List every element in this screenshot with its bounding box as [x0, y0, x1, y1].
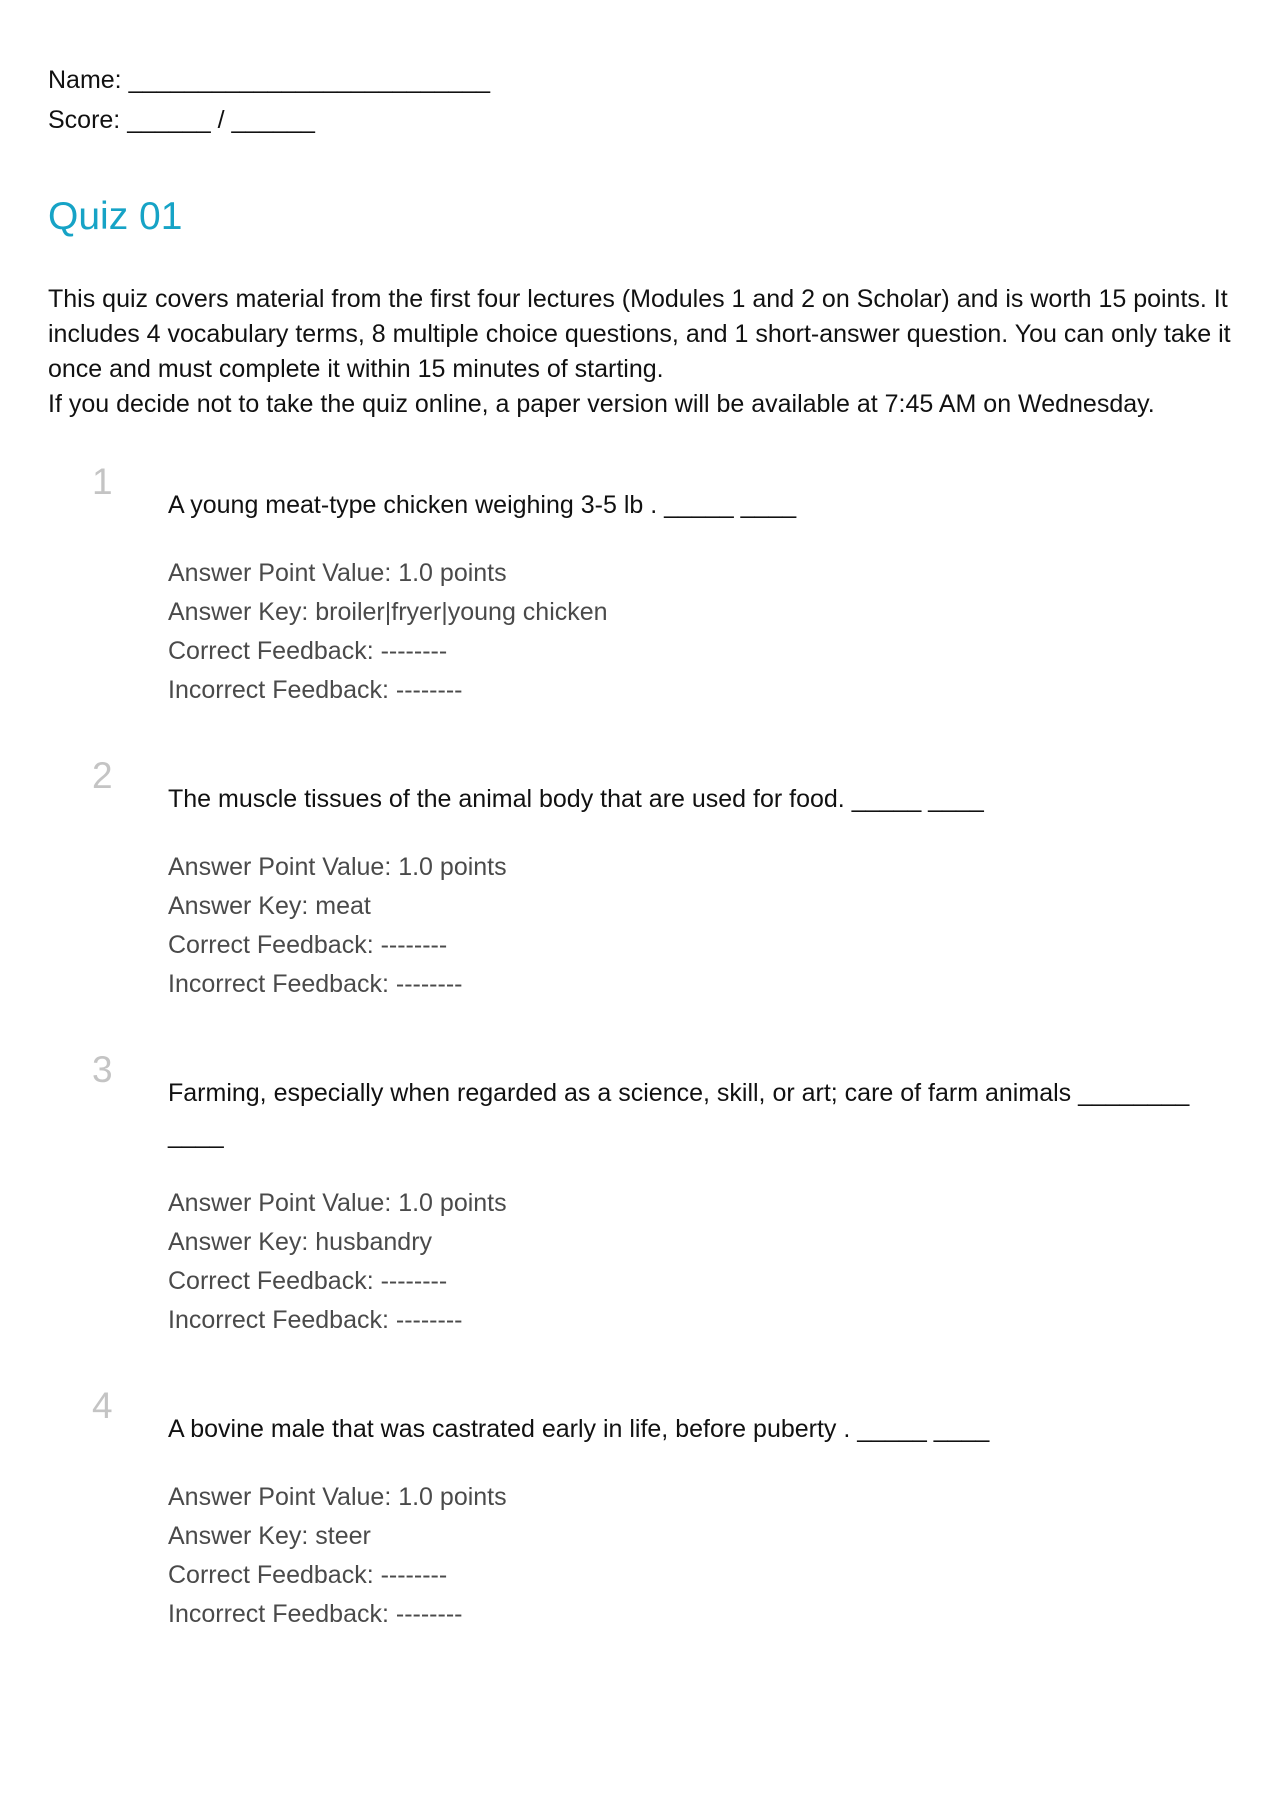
question-text: A young meat-type chicken weighing 3-5 lb . _____ ____ — [168, 491, 797, 519]
question-text: A bovine male that was castrated early in life, before puberty . _____ ____ — [168, 1415, 990, 1443]
question-number: 1 — [92, 461, 113, 502]
answer-point-value: Answer Point Value: 1.0 points — [168, 853, 507, 881]
question-item — [48, 1049, 1232, 1340]
answer-point-value: Answer Point Value: 1.0 points — [168, 1483, 507, 1511]
question-list — [48, 461, 1232, 1634]
quiz-intro — [48, 282, 1232, 422]
intro-paragraph: This quiz covers material from the first four lectures (Modules 1 and 2 on Scholar) and is worth 15 points. It includes 4 vocabulary terms, 8 multiple choice questions, and 1 short-answer question. You can only take it once and must complete it within 15 minutes of starting. — [48, 285, 1231, 383]
incorrect-feedback: Incorrect Feedback: -------- — [168, 1306, 463, 1334]
intro-paragraph: If you decide not to take the quiz online, a paper version will be available at 7:45 AM on Wednesday. — [48, 390, 1155, 418]
correct-feedback: Correct Feedback: -------- — [168, 1267, 448, 1295]
question-meta — [168, 554, 1232, 710]
question-item — [48, 755, 1232, 1004]
answer-key: Answer Key: husbandry — [168, 1228, 433, 1256]
question-text: The muscle tissues of the animal body that are used for food. _____ ____ — [168, 785, 984, 813]
incorrect-feedback: Incorrect Feedback: -------- — [168, 676, 463, 704]
page-title: Quiz 01 — [48, 195, 183, 238]
question-meta — [168, 848, 1232, 1004]
question-number: 3 — [92, 1049, 113, 1090]
question-text: Farming, especially when regarded as a science, skill, or art; care of farm animals ________ ____ — [168, 1079, 1190, 1149]
answer-key: Answer Key: steer — [168, 1522, 371, 1550]
correct-feedback: Correct Feedback: -------- — [168, 1561, 448, 1589]
correct-feedback: Correct Feedback: -------- — [168, 637, 448, 665]
score-line: Score: ______ / ______ — [48, 106, 315, 134]
question-number: 2 — [92, 755, 113, 796]
answer-point-value: Answer Point Value: 1.0 points — [168, 559, 507, 587]
correct-feedback: Correct Feedback: -------- — [168, 931, 448, 959]
question-meta — [168, 1478, 1232, 1634]
answer-key: Answer Key: meat — [168, 892, 371, 920]
question-meta — [168, 1184, 1232, 1340]
question-item — [48, 1385, 1232, 1634]
name-line: Name: __________________________ — [48, 66, 491, 94]
question-item — [48, 461, 1232, 710]
answer-key: Answer Key: broiler|fryer|young chicken — [168, 598, 608, 626]
question-number: 4 — [92, 1385, 113, 1426]
quiz-page — [48, 60, 1232, 1692]
incorrect-feedback: Incorrect Feedback: -------- — [168, 1600, 463, 1628]
answer-point-value: Answer Point Value: 1.0 points — [168, 1189, 507, 1217]
incorrect-feedback: Incorrect Feedback: -------- — [168, 970, 463, 998]
